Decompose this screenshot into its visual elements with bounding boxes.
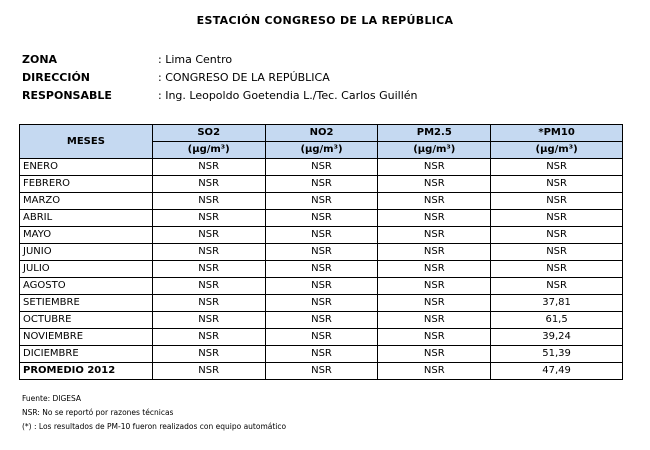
value-cell: NSR	[378, 363, 491, 380]
month-cell: ABRIL	[20, 210, 153, 227]
table-row	[20, 159, 623, 176]
value-cell: NSR	[152, 312, 265, 329]
meta-value: : Ing. Leopoldo Goetendia L./Tec. Carlos Guillén	[158, 88, 418, 102]
month-cell: SETIEMBRE	[20, 295, 153, 312]
table-row	[20, 363, 623, 380]
table-row	[20, 227, 623, 244]
value-cell: NSR	[491, 278, 623, 295]
table-row	[20, 312, 623, 329]
month-cell: MAYO	[20, 227, 153, 244]
value-cell: NSR	[152, 329, 265, 346]
station-title: ESTACIÓN CONGRESO DE LA REPÚBLICA	[196, 14, 454, 27]
value-cell: NSR	[491, 227, 623, 244]
value-cell: NSR	[378, 312, 491, 329]
table-row	[20, 176, 623, 193]
station-info	[22, 50, 418, 104]
month-cell: JULIO	[20, 261, 153, 278]
value-cell: NSR	[152, 295, 265, 312]
header-no2: NO2	[265, 125, 378, 142]
value-cell: 37,81	[491, 295, 623, 312]
header-so2: SO2	[152, 125, 265, 142]
meta-value: : CONGRESO DE LA REPÚBLICA	[158, 70, 330, 84]
value-cell: NSR	[265, 329, 378, 346]
value-cell: NSR	[265, 278, 378, 295]
value-cell: NSR	[378, 176, 491, 193]
value-cell: NSR	[152, 346, 265, 363]
value-cell: NSR	[491, 159, 623, 176]
meta-row-zona	[22, 50, 418, 68]
table-row	[20, 278, 623, 295]
month-cell: OCTUBRE	[20, 312, 153, 329]
note-nsr: NSR: No se reportó por razones técnicas	[22, 408, 174, 417]
value-cell: NSR	[378, 346, 491, 363]
value-cell: NSR	[378, 210, 491, 227]
value-cell: NSR	[378, 278, 491, 295]
month-cell: ENERO	[20, 159, 153, 176]
month-cell: FEBRERO	[20, 176, 153, 193]
value-cell: NSR	[378, 295, 491, 312]
value-cell: NSR	[378, 159, 491, 176]
value-cell: NSR	[491, 193, 623, 210]
value-cell: NSR	[378, 227, 491, 244]
footnotes	[22, 392, 286, 434]
month-cell: PROMEDIO 2012	[20, 363, 153, 380]
value-cell: NSR	[265, 363, 378, 380]
value-cell: NSR	[265, 159, 378, 176]
meta-key: DIRECCIÓN	[22, 70, 91, 84]
value-cell: 47,49	[491, 363, 623, 380]
value-cell: NSR	[152, 278, 265, 295]
value-cell: 51,39	[491, 346, 623, 363]
value-cell: NSR	[378, 261, 491, 278]
month-cell: AGOSTO	[20, 278, 153, 295]
unit-no2: (µg/m³)	[265, 142, 378, 159]
value-cell: NSR	[491, 261, 623, 278]
value-cell: NSR	[265, 193, 378, 210]
header-pm10: *PM10	[491, 125, 623, 142]
monthly-data-table	[19, 124, 623, 380]
month-cell: DICIEMBRE	[20, 346, 153, 363]
value-cell: 61,5	[491, 312, 623, 329]
table-row	[20, 244, 623, 261]
value-cell: NSR	[265, 210, 378, 227]
value-cell: NSR	[152, 227, 265, 244]
unit-pm10: (µg/m³)	[491, 142, 623, 159]
value-cell: NSR	[265, 295, 378, 312]
value-cell: NSR	[378, 193, 491, 210]
table-row	[20, 295, 623, 312]
note-pm10: (*) : Los resultados de PM-10 fueron realizados con equipo automático	[22, 422, 287, 431]
table-body	[20, 159, 623, 380]
header-pm25: PM2.5	[378, 125, 491, 142]
value-cell: NSR	[491, 176, 623, 193]
header-months: MESES	[20, 125, 153, 159]
value-cell: NSR	[152, 159, 265, 176]
value-cell: NSR	[265, 312, 378, 329]
meta-row-direccion	[22, 68, 418, 86]
value-cell: NSR	[265, 261, 378, 278]
value-cell: 39,24	[491, 329, 623, 346]
unit-so2: (µg/m³)	[152, 142, 265, 159]
table-row	[20, 210, 623, 227]
value-cell: NSR	[152, 363, 265, 380]
value-cell: NSR	[265, 227, 378, 244]
value-cell: NSR	[491, 210, 623, 227]
value-cell: NSR	[152, 193, 265, 210]
table-row	[20, 346, 623, 363]
value-cell: NSR	[378, 244, 491, 261]
meta-key: ZONA	[22, 52, 58, 66]
meta-row-responsable	[22, 86, 418, 104]
meta-key: RESPONSABLE	[22, 88, 112, 102]
meta-value: : Lima Centro	[158, 52, 233, 66]
value-cell: NSR	[491, 244, 623, 261]
month-cell: JUNIO	[20, 244, 153, 261]
table-row	[20, 329, 623, 346]
value-cell: NSR	[152, 261, 265, 278]
table-row	[20, 193, 623, 210]
table-row	[20, 261, 623, 278]
value-cell: NSR	[265, 346, 378, 363]
value-cell: NSR	[152, 210, 265, 227]
month-cell: NOVIEMBRE	[20, 329, 153, 346]
value-cell: NSR	[378, 329, 491, 346]
month-cell: MARZO	[20, 193, 153, 210]
value-cell: NSR	[265, 244, 378, 261]
table-header-row	[20, 125, 623, 142]
unit-pm25: (µg/m³)	[378, 142, 491, 159]
value-cell: NSR	[152, 176, 265, 193]
note-source: Fuente: DIGESA	[22, 394, 82, 403]
value-cell: NSR	[265, 176, 378, 193]
value-cell: NSR	[152, 244, 265, 261]
